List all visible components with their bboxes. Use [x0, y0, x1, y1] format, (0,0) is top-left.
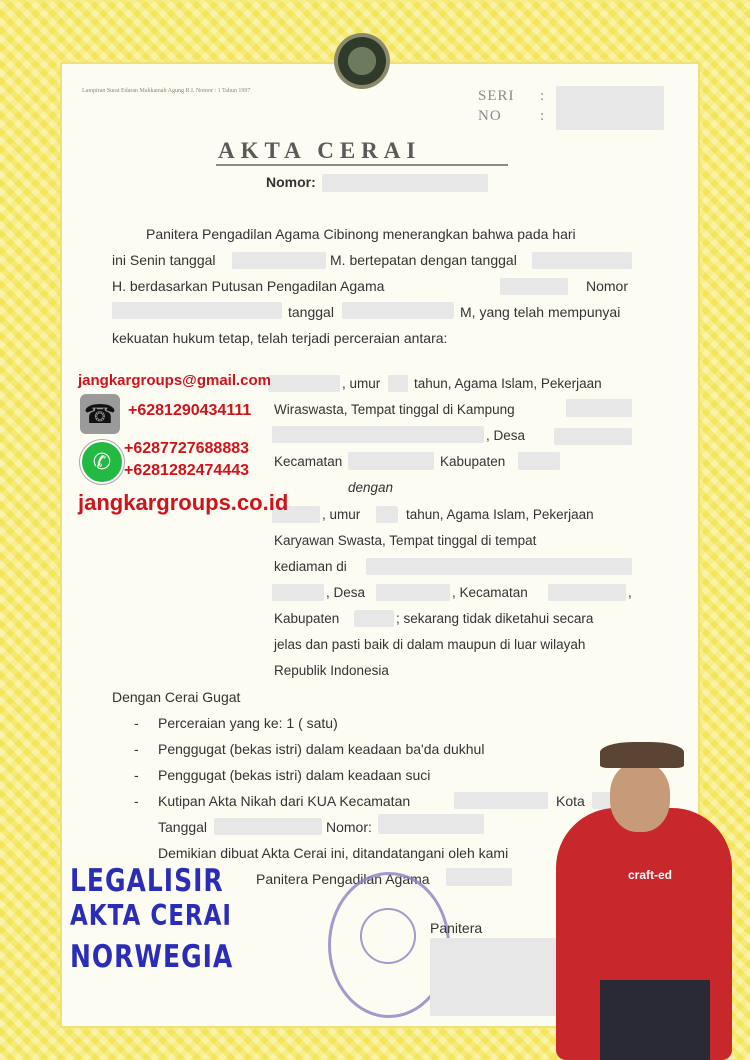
redacted-nomor-akta	[378, 814, 484, 834]
party2-line-4b: , Kecamatan	[452, 585, 528, 600]
redacted-date-h	[532, 252, 632, 269]
legalisir-line-3: NORWEGIA	[70, 938, 234, 975]
party2-line-5a: Kabupaten	[274, 611, 340, 626]
intro-line-5: kekuatan hukum tetap, telah terjadi perceraian antara:	[112, 330, 448, 346]
contact-website: jangkargroups.co.id	[78, 490, 289, 515]
bullet: -	[134, 715, 139, 731]
redacted-court	[500, 278, 568, 295]
party1-line-4b: Kabupaten	[440, 454, 506, 469]
redacted-address-2	[272, 584, 324, 601]
telephone-icon: ☎	[80, 394, 120, 434]
bullet: -	[134, 741, 139, 757]
nomor-label: Nomor:	[266, 174, 316, 190]
bullet: -	[134, 767, 139, 783]
person-photo-hat	[600, 742, 684, 768]
party1-line-3: , Desa	[486, 428, 526, 443]
no-label: NO	[478, 108, 502, 124]
panitera-pa-label: Panitera Pengadilan Agama	[256, 871, 430, 887]
redacted-kua	[454, 792, 548, 809]
tanggal-label: Tanggal	[158, 819, 208, 835]
redacted-putusan-no	[112, 302, 282, 319]
bullet: -	[134, 793, 139, 809]
redacted-nomor	[322, 174, 488, 192]
intro-line-1: Panitera Pengadilan Agama Cibinong menerangkan bahwa pada hari	[146, 226, 576, 242]
redacted-kecamatan-2	[548, 584, 626, 601]
redacted-pa-name	[446, 868, 512, 886]
stamp-emblem	[360, 908, 416, 964]
redacted-putusan-date	[342, 302, 454, 319]
panitera-label: Panitera	[430, 920, 483, 936]
redacted-age-1	[388, 375, 408, 392]
detail-item-3: Penggugat (bekas istri) dalam keadaan suci	[158, 767, 431, 783]
party2-line-4c: ,	[628, 585, 632, 600]
redacted-age-2	[376, 506, 398, 523]
redacted-signature	[430, 938, 560, 1016]
person-photo-pants	[600, 980, 710, 1060]
redacted-address-1	[272, 426, 484, 443]
legalisir-line-1: LEGALISIR	[70, 862, 224, 899]
detail-item-4: Kutipan Akta Nikah dari KUA Kecamatan	[158, 793, 411, 809]
redacted-desa-1	[554, 428, 632, 445]
party2-line-3: kediaman di	[274, 559, 347, 574]
contact-phone-3: +6281282474443	[124, 462, 250, 479]
cerai-gugat-heading: Dengan Cerai Gugat	[112, 689, 241, 705]
legalisir-line-2: AKTA CERAI	[70, 900, 232, 933]
intro-line-3b: Nomor	[586, 278, 629, 294]
redacted-kabupaten-2	[354, 610, 394, 627]
redacted-kediaman	[366, 558, 632, 575]
closing-line: Demikian dibuat Akta Cerai ini, ditandatangani oleh kami	[158, 845, 509, 861]
header-small-print: Lampiran Surat Edaran Mahkamah Agung R.I. Nomor : 1 Tahun 1997	[82, 88, 251, 94]
intro-line-4a: tanggal	[288, 304, 334, 320]
redacted-date-m	[232, 252, 326, 269]
contact-email: jangkargroups@gmail.com	[78, 372, 272, 389]
redacted-tanggal	[214, 818, 322, 835]
title-underline	[216, 164, 508, 166]
party1-line-1b: tahun, Agama Islam, Pekerjaan	[414, 376, 602, 391]
document-title: AKTA CERAI	[218, 138, 422, 163]
redacted-desa-2	[376, 584, 450, 601]
redacted-seri-no	[556, 86, 664, 130]
party1-line-1a: , umur	[342, 376, 381, 391]
party1-line-2: Wiraswasta, Tempat tinggal di Kampung	[274, 402, 515, 417]
seri-colon: :	[540, 88, 546, 104]
redacted-name-1	[268, 375, 340, 392]
party2-line-1a: , umur	[322, 507, 361, 522]
contact-phone-2: +6287727688883	[124, 440, 250, 457]
no-colon: :	[540, 108, 546, 124]
garuda-seal-emblem	[334, 33, 390, 89]
person-photo-head	[610, 762, 670, 832]
intro-line-4b: M, yang telah mempunyai	[460, 304, 621, 320]
intro-line-2a: ini Senin tanggal	[112, 252, 216, 268]
party2-line-1b: tahun, Agama Islam, Pekerjaan	[406, 507, 594, 522]
dengan-label: dengan	[348, 480, 394, 495]
redacted-kampung	[566, 399, 632, 417]
intro-line-2b: M. bertepatan dengan tanggal	[330, 252, 517, 268]
intro-line-3a: H. berdasarkan Putusan Pengadilan Agama	[112, 278, 385, 294]
party2-line-6: jelas dan pasti baik di dalam maupun di luar wilayah	[274, 637, 586, 652]
party2-line-5b: ; sekarang tidak diketahui secara	[396, 611, 594, 626]
detail-item-2: Penggugat (bekas istri) dalam keadaan ba'da dukhul	[158, 741, 485, 757]
contact-phone-1: +6281290434111	[128, 402, 252, 419]
seri-label: SERI	[478, 88, 515, 104]
shirt-print: craft-ed	[628, 868, 673, 882]
redacted-kabupaten-1	[518, 452, 560, 470]
party2-line-2: Karyawan Swasta, Tempat tinggal di tempat	[274, 533, 537, 548]
party1-line-4a: Kecamatan	[274, 454, 343, 469]
party2-line-7: Republik Indonesia	[274, 663, 389, 678]
nomor-akta-label: Nomor:	[326, 819, 372, 835]
kota-label: Kota	[556, 793, 585, 809]
party2-line-4a: , Desa	[326, 585, 366, 600]
detail-item-1: Perceraian yang ke: 1 ( satu)	[158, 715, 338, 731]
redacted-kecamatan-1	[348, 452, 434, 470]
whatsapp-icon: ✆	[80, 440, 124, 484]
